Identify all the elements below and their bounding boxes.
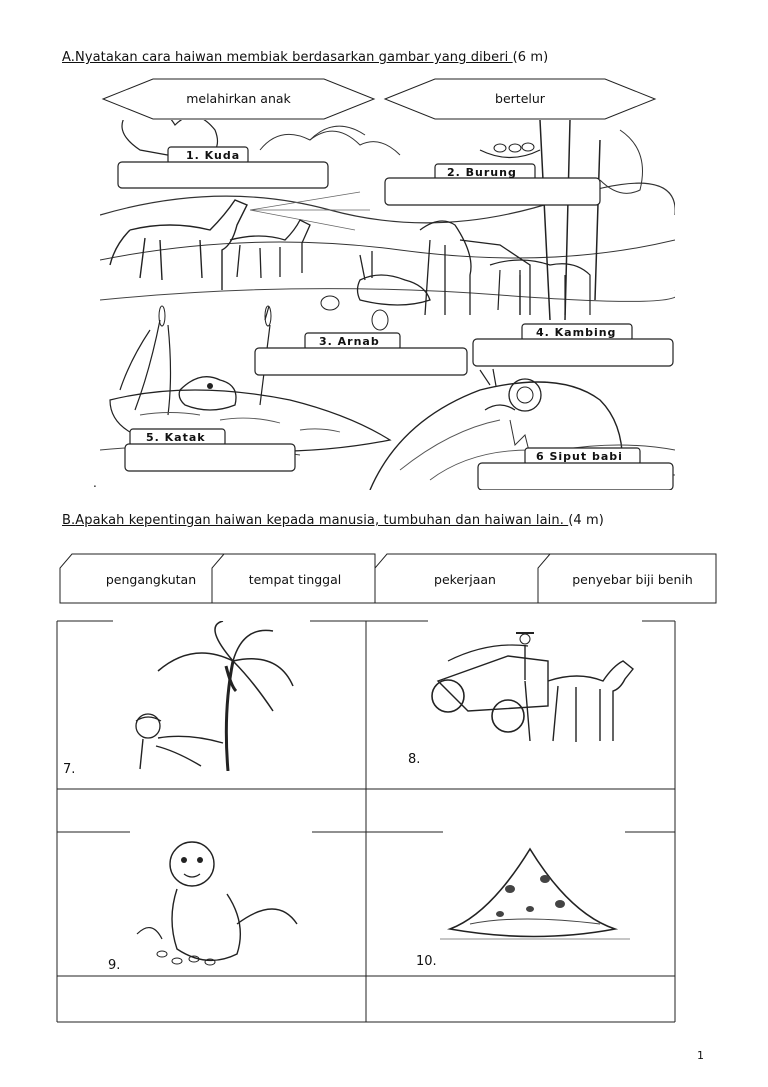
option-pekerjaan: pekerjaan (434, 572, 496, 587)
section-b-instruction: Apakah kepentingan haiwan kepada manusia, tumbuhan dan haiwan lain. (75, 513, 569, 528)
item-number-10: 10. (416, 954, 437, 969)
section-a-marks: (6 m) (512, 50, 549, 65)
picture-10-mound (440, 834, 630, 944)
item-number-7: 7. (63, 762, 76, 777)
scene-label-siput-babi: 6 Siput babi (536, 450, 623, 463)
item-number-9: 9. (108, 958, 121, 973)
section-a-instruction: Nyatakan cara haiwan membiak berdasarkan gambar yang diberi (75, 50, 513, 65)
page-number: 1 (697, 1049, 704, 1062)
section-b-marks: (4 m) (568, 513, 604, 528)
section-b-prefix: B. (62, 513, 76, 528)
option-melahirkan-anak: melahirkan anak (186, 91, 291, 106)
stray-mark: . (93, 476, 97, 490)
scene-label-katak: 5. Katak (146, 431, 206, 444)
section-a-prefix: A. (62, 50, 75, 65)
scene-label-arnab: 3. Arnab (319, 335, 380, 348)
scene-label-kambing: 4. Kambing (536, 326, 617, 339)
option-tempat-tinggal: tempat tinggal (248, 572, 342, 587)
option-penyebar-biji-benih: penyebar biji benih (572, 572, 693, 587)
scene-label-kuda: 1. Kuda (186, 149, 241, 162)
picture-8-horse-cart (428, 621, 642, 746)
item-number-8: 8. (408, 752, 421, 767)
option-bertelur: bertelur (495, 91, 545, 106)
option-pengangkutan: pengangkutan (105, 572, 197, 587)
picture-7-coconut-tree (118, 621, 308, 771)
picture-9-monkey (132, 834, 312, 974)
scene-label-burung: 2. Burung (447, 166, 517, 179)
